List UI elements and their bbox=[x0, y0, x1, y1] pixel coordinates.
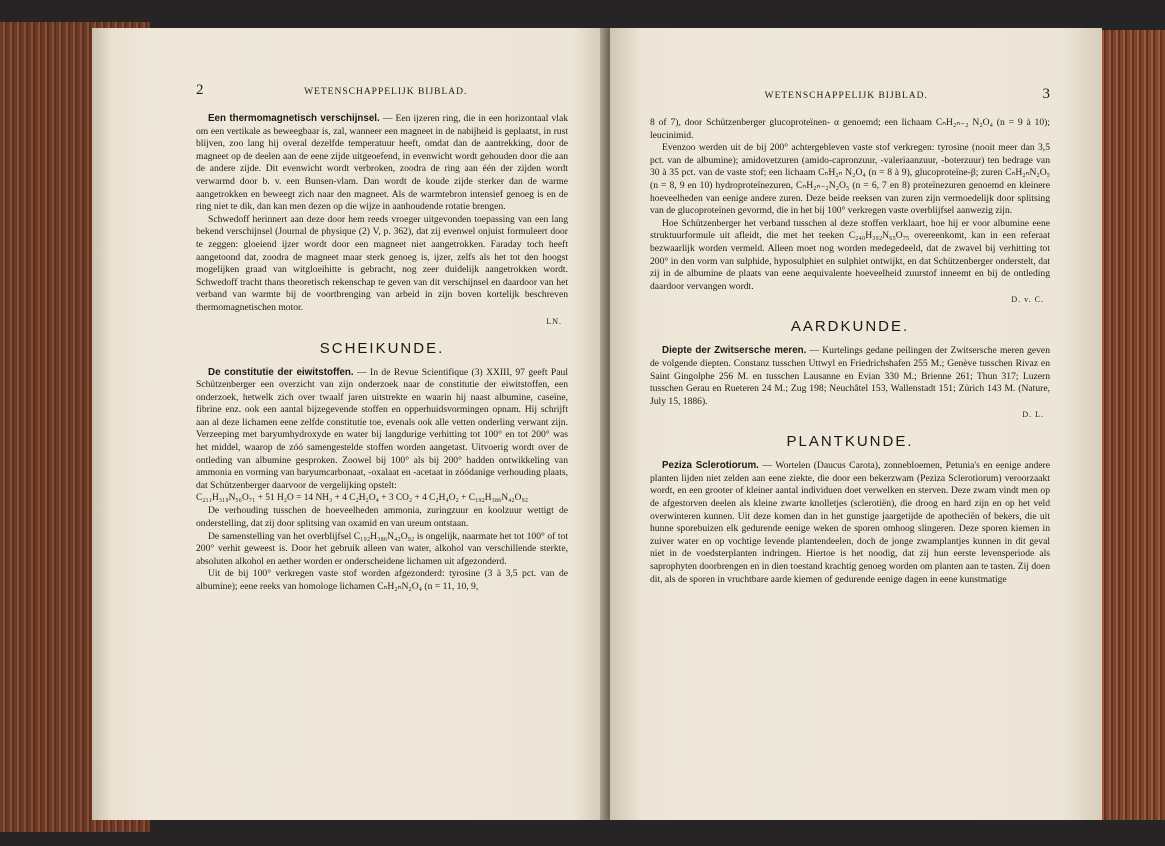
right-running-header bbox=[650, 86, 1050, 103]
paragraph: Uit de bij 100° verkregen vaste stof worden afgezonderd: tyrosine (3 à 3,5 pct. van de albumine); eene reeks van homologe lichamen CₙH₂ₙN₂O₄ (n = 11, 10, 9, bbox=[196, 568, 568, 592]
article-thermomagnetic bbox=[196, 113, 568, 214]
article-text: — Een ijzeren ring, die in een horizontaal vlak om een vertikale as beweegbaar is, zal, wanneer een magneet in de nabijheid is geplaatst, in rust blijven, zoo lang hij overal dezelfde temperatuur heeft, omdat dan de aantrekking, door de magneet op de deelen aan de eene zijde uitgeoefend, in evenwicht wordt gehouden door die aan de andere zijde. Dit evenwicht wordt verbroken, zoodra de ring aan één der zijden wordt verwarmd door b. v. een Bunsen-vlam. Dan wordt de koude zijde sterker dan de warme aangetrokken en beweegt zich naar den magneet. Als de warmtebron intensief genoeg is en de ring niet te dik, dan kan men dezen op die wijze in aanhoudende rotatie brengen. bbox=[196, 113, 568, 213]
left-page bbox=[92, 28, 608, 820]
article-text: — Kurtelings gedane peilingen der Zwitsersche meren geven de volgende diepten. Constanz tusschen Uttwyl en Friedrichshafen 255 M.; Genève tusschen Rivaz en Saint Gingolphe 256 M. en tusschen Lausanne en Evian 330 M.; Brienne 261; Thun 317; Luzern tusschen Gerau en Rueteren 24 M.; Zug 198; Neuchâtel 153, Wallenstadt 151; Zürich 143 M. (Nature, July 15, 1886). bbox=[650, 345, 1050, 407]
article-text: — Wortelen (Daucus Carota), zonnebloemen, Petunia's en eenige andere planten lijden niet zelden aan eene ziekte, die door een bekerzwam (Peziza Sclerotiorum) veroorzaakt wordt, en een grooter of kleiner aantal individuen doet verwelken en sterven. Deze zwam vindt men op de afgestorven deelen als kleine zwarte knolletjes (sclerotiën), die droog en hard zijn en op het veld overwinteren kunnen. Uit deze komen dan in het gunstige jaargetijde de apotheciën of bekers, die uit hunne sporebuizen elk gedurende eenige weken de sporen omhoog slingeren. Deze sporen kiemen in zuiver water en op vochtige levende plantendeelen, doch de jonge zwamplantjes kunnen in dit geval niet in de voedsterplanten indringen. Hiertoe is het noodig, dat zij hun eerste levensperiode als saprophyten doorbrengen en in dien toestand krachtig genoeg worden om planten aan te tasten. Zij doen dit, als de sporen in vruchtbare aarde kiemen of gedurende eenige dagen in eene kunstmatige bbox=[650, 460, 1051, 585]
page-number: 2 bbox=[196, 82, 204, 98]
paragraph: Evenzoo werden uit de bij 200° achtergebleven vaste stof verkregen: tyrosine (nooit meer dan 3,5 pct. van de albumine); amidovetzuren (amido-capronzuur, -valeriaanzuur, -boterzuur) ten bedrage van 30 à 35 pct. van de vaste stof; een lichaam CₙH₂ₙ N₂O₄ (n = 8 à 9), glucoproteïne-β; zuren CₙH₂ₙN₂O₅ (n = 8, 9 en 10) hydroproteïnezuren, CₙH₂ₙ₋₂N₂O₅ (n = 6, 7 en 8) proteïnezuren genoemd en kleinere hoeveelheden van eenige andere zuren. Deze beide reeksen van zuren zijn vermoedelijk door splitsing van de glucoproteïnen gevormd, die in het bij 100° verkregen vaste overblijfsel aanwezig zijn. bbox=[650, 142, 1050, 217]
article-heading: De constitutie der eiwitstoffen. bbox=[208, 366, 354, 378]
signature: D. L. bbox=[1022, 410, 1044, 420]
signature: LN. bbox=[546, 316, 562, 326]
article-heading: Een thermomagnetisch verschijnsel. bbox=[208, 113, 380, 124]
paragraph: 8 of 7), door Schützenberger glucoproteïnen- α genoemd; een lichaam CₙH₂ₙ₋₂ N₂O₄ (n = 9 à 10); leucinimid. bbox=[650, 117, 1050, 141]
running-title: WETENSCHAPPELIJK BIJBLAD. bbox=[304, 87, 468, 97]
right-page bbox=[610, 28, 1102, 820]
section-heading-plantkunde: PLANTKUNDE. bbox=[786, 433, 914, 451]
article-eiwitstoffen bbox=[196, 367, 568, 493]
left-running-header bbox=[196, 82, 568, 99]
paragraph: Hoe Schützenberger het verband tusschen al deze stoffen verklaart, hoe hij er voor albumine eene struktuurformule uit afleidt, die met het teeken C₂₄₀H₃₉₂N₆₅O₇₅ overeenkomt, kan in een referaat bezwaarlijk worden vermeld. Alleen moet nog worden medegedeeld, dat de zwavel bij verhitting tot 200° in den vorm van sulphide, hyposulphiet en sulphiet ontwijkt, en dat Schützenberger onderstelt, dat zij in de albumine de plaats van eene aequivalente hoeveelheid zuurstof inneemt en bij de ontleding daardoor vervangen wordt. bbox=[650, 217, 1050, 292]
article-peziza bbox=[650, 460, 1050, 586]
section-heading-aardkunde: AARDKUNDE. bbox=[790, 318, 910, 336]
article-heading: Diepte der Zwitsersche meren. bbox=[662, 345, 807, 357]
paragraph: De verhouding tusschen de hoeveelheden ammonia, zuringzuur en koolzuur wettigt de onderstelling, dat zij door splitsing van oxamid en van ureum ontstaan. bbox=[196, 505, 568, 530]
page-number: 3 bbox=[1042, 86, 1050, 102]
paragraph: De samenstelling van het overblijfsel C₁₉₂H₃₈₆N₄₂O₉₂ is ongelijk, naarmate het tot 100° of tot 200° verhit geweest is. Door het gebruik alleen van water, alkohol van verschillende sterkte, absoluten alkohol en aether worden er onderscheidene lichamen uit afgezonderd. bbox=[196, 530, 568, 567]
article-heading: Peziza Sclerotiorum. bbox=[662, 460, 759, 472]
paragraph: Schwedoff herinnert aan deze door hem reeds vroeger uitgevonden toepassing van een lang bekend verschijnsel (Journal de physique (2) V, p. 362), dat zij evenwel onjuist formuleert door te zeggen: gloeiend ijzer wordt door een magneet niet aangetrokken. Faraday toch heeft aangetoond dat, zoodra de magneet maar sterk genoeg is, ijzer, zelfs als het tot den hoogst mogelijken graad van witgloeihitte is gebracht, nog zeer duidelijk aangetrokken wordt. Schwedoff tracht thans theoretisch rekenschap te geven van dit verschijnsel en daardoor van het verband van warmte bij de voortbrenging van arbeid in zijn boven kortelijk beschreven thermomagnetischen motor. bbox=[196, 213, 568, 313]
article-zwitsersche-meren bbox=[650, 345, 1050, 408]
chemical-equation: C₂₁₁H₃₁₉N₅₆O₇₁ + 51 H₂O = 14 NH₃ + 4 C₂H₂O₄ + 3 CO₂ + 4 C₂H₄O₂ + C₁₉₂H₃₈₆N₄₂O₉₂ bbox=[196, 493, 528, 504]
running-title: WETENSCHAPPELIJK BIJBLAD. bbox=[764, 91, 928, 101]
article-text: — In de Revue Scientifique (3) XXIII, 97 geeft Paul Schützenberger een overzicht van zijn onderzoek naar de constitutie der eiwitstoffen, een onderzoek, hetwelk zich over twaalf jaren uitstrekte en waarin hij naast albumine, caseïne, fibrine enz. ook een aantal bijzegevende stoffen en opperhuidsvormingen opnam. Hij schrijft aan al deze lichamen eene zelfde constitutie toe, evenals ook alle vetten onderling verwant zijn. Verzeeping met baryumhydroxyde en water bij langdurige verhitting tot 100° en tot 200° was het middel, waarop de zóó samengestelde stoffen worden aangetast. Uitvoerig wordt over de ontleding van albumine gesproken. Zoowel bij 100° als bij 200° hadden ontwikkeling van ammonia en vorming van baryumcarbonaat, -oxalaat en -acetaat in zóódanige verhouding plaats, dat Schützenberger daarvoor de vergelijking opstelt: bbox=[196, 366, 568, 491]
section-heading-scheikunde: SCHEIKUNDE. bbox=[319, 339, 445, 357]
signature: D. v. C. bbox=[1011, 295, 1044, 305]
